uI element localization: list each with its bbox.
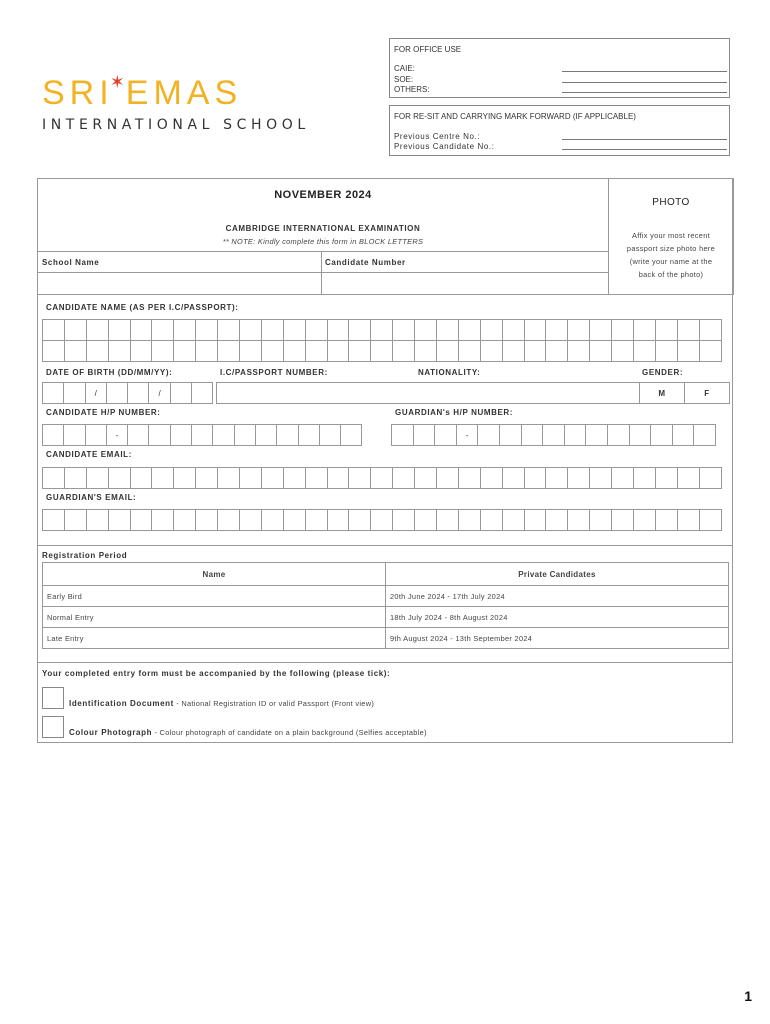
char-box[interactable]: [151, 340, 174, 362]
registration-row-period: 20th June 2024 - 17th July 2024: [385, 585, 729, 607]
char-box[interactable]: [502, 319, 525, 341]
char-box[interactable]: [348, 509, 371, 531]
attachments-title: Your completed entry form must be accompanied by the following (please tick):: [42, 669, 391, 678]
char-box[interactable]: [611, 509, 634, 531]
char-box[interactable]: [195, 340, 218, 362]
char-box[interactable]: [108, 467, 131, 489]
char-box[interactable]: [677, 509, 700, 531]
char-box[interactable]: [340, 424, 362, 446]
photo-instruction-3: (write your name at the: [629, 257, 713, 266]
char-box[interactable]: [42, 319, 65, 341]
char-box[interactable]: [173, 467, 196, 489]
char-box[interactable]: [672, 424, 695, 446]
char-box[interactable]: [63, 424, 85, 446]
char-box[interactable]: [567, 319, 590, 341]
candidate-number-label-cell: [321, 251, 609, 273]
char-box[interactable]: [239, 509, 262, 531]
guardian-email-grid[interactable]: [42, 509, 722, 531]
char-box[interactable]: [239, 467, 262, 489]
char-box[interactable]: [283, 340, 306, 362]
office-line-soe[interactable]: [562, 82, 727, 83]
gender-f-option[interactable]: [684, 382, 730, 404]
char-box[interactable]: [370, 509, 393, 531]
char-box[interactable]: [217, 340, 240, 362]
char-box[interactable]: [477, 424, 500, 446]
registration-header-row: [42, 563, 729, 586]
office-use-title: FOR OFFICE USE: [394, 45, 462, 54]
char-box[interactable]: [151, 509, 174, 531]
char-box[interactable]: -: [456, 424, 479, 446]
gender-m-option[interactable]: [639, 382, 685, 404]
resit-title: FOR RE-SIT AND CARRYING MARK FORWARD (IF APPLICABLE): [394, 112, 636, 121]
char-box[interactable]: [195, 509, 218, 531]
char-box[interactable]: [305, 509, 328, 531]
id-document-label: Identification Document: [69, 699, 174, 708]
school-name-label-cell: [37, 251, 322, 273]
char-box[interactable]: [650, 424, 673, 446]
gender-m-label: M: [658, 388, 666, 398]
dob-grid[interactable]: [42, 382, 213, 404]
char-box[interactable]: [234, 424, 256, 446]
photo-instruction-4: back of the photo): [638, 270, 704, 279]
session-title: NOVEMBER 2024: [274, 189, 372, 201]
section-divider: [38, 545, 732, 546]
char-box[interactable]: [545, 509, 568, 531]
registration-title: Registration Period: [42, 551, 128, 560]
char-box[interactable]: [434, 424, 457, 446]
char-box[interactable]: [127, 424, 149, 446]
registration-row: [42, 628, 729, 649]
char-box[interactable]: [261, 319, 284, 341]
char-box[interactable]: [42, 424, 64, 446]
char-box[interactable]: [499, 424, 522, 446]
char-box[interactable]: [86, 319, 109, 341]
char-box[interactable]: [524, 509, 547, 531]
char-box[interactable]: [567, 340, 590, 362]
block-letters-note: ** NOTE: Kindly complete this form in BLOCK LETTERS: [222, 237, 424, 246]
logo-subtitle: INTERNATIONAL SCHOOL: [42, 117, 310, 133]
char-box[interactable]: [261, 467, 284, 489]
char-box[interactable]: [611, 467, 634, 489]
school-logo: [42, 74, 242, 113]
id-document-item: [69, 693, 374, 711]
char-box[interactable]: [255, 424, 277, 446]
guardian-hp-grid[interactable]: [391, 424, 716, 446]
char-box[interactable]: [130, 467, 153, 489]
char-box[interactable]: [305, 340, 328, 362]
office-field-soe: SOE:: [394, 75, 414, 84]
resit-line-candidate[interactable]: [562, 149, 727, 150]
char-box[interactable]: [392, 319, 415, 341]
char-box[interactable]: -: [106, 424, 128, 446]
char-box[interactable]: [436, 340, 459, 362]
registration-row: [42, 586, 729, 607]
char-box[interactable]: [480, 319, 503, 341]
char-box[interactable]: [42, 340, 65, 362]
char-box[interactable]: [436, 467, 459, 489]
char-box[interactable]: [436, 509, 459, 531]
char-box[interactable]: [191, 382, 213, 404]
char-box[interactable]: [42, 467, 65, 489]
char-box[interactable]: [217, 319, 240, 341]
char-box[interactable]: [699, 467, 722, 489]
char-box[interactable]: [85, 424, 107, 446]
char-box[interactable]: [305, 467, 328, 489]
colour-photo-label: Colour Photograph: [69, 728, 153, 737]
char-box[interactable]: [348, 340, 371, 362]
char-box[interactable]: [127, 382, 149, 404]
char-box[interactable]: [699, 509, 722, 531]
char-box[interactable]: [42, 382, 64, 404]
char-box[interactable]: [414, 340, 437, 362]
candidate-number-label: Candidate Number: [325, 258, 406, 267]
char-box[interactable]: [212, 424, 234, 446]
char-box[interactable]: [611, 319, 634, 341]
char-box[interactable]: [589, 467, 612, 489]
char-box[interactable]: [436, 319, 459, 341]
office-line-caie[interactable]: [562, 71, 727, 72]
char-box[interactable]: [130, 340, 153, 362]
office-line-others[interactable]: [562, 92, 727, 93]
char-box[interactable]: [480, 340, 503, 362]
char-box[interactable]: [42, 509, 65, 531]
resit-field-centre: Previous Centre No.:: [394, 132, 481, 141]
char-box[interactable]: [261, 509, 284, 531]
char-box[interactable]: [521, 424, 544, 446]
char-box[interactable]: [64, 340, 87, 362]
char-box[interactable]: [699, 340, 722, 362]
char-box[interactable]: [173, 319, 196, 341]
char-box[interactable]: [170, 382, 192, 404]
char-box[interactable]: [86, 340, 109, 362]
char-box[interactable]: [564, 424, 587, 446]
candidate-name-label: CANDIDATE NAME (AS PER I.C/PASSPORT):: [46, 303, 239, 312]
char-box[interactable]: [524, 319, 547, 341]
char-box[interactable]: [327, 509, 350, 531]
entry-form: [37, 178, 733, 743]
office-use-box: [389, 38, 730, 98]
char-box[interactable]: [633, 340, 656, 362]
char-box[interactable]: [319, 424, 341, 446]
char-box[interactable]: [348, 319, 371, 341]
char-box[interactable]: [655, 509, 678, 531]
char-box[interactable]: [655, 467, 678, 489]
registration-row-period: 9th August 2024 - 13th September 2024: [385, 627, 729, 649]
char-box[interactable]: [63, 382, 85, 404]
char-box[interactable]: [502, 467, 525, 489]
char-box[interactable]: [348, 467, 371, 489]
char-box[interactable]: [413, 424, 436, 446]
guardian-email-label: GUARDIAN'S EMAIL:: [46, 493, 137, 502]
char-box[interactable]: [305, 319, 328, 341]
guardian-hp-label: GUARDIAN's H/P NUMBER:: [395, 408, 514, 417]
char-box[interactable]: [545, 340, 568, 362]
ic-label: I.C/PASSPORT NUMBER:: [220, 368, 328, 377]
registration-row-name: Normal Entry: [42, 606, 386, 628]
char-box[interactable]: [699, 319, 722, 341]
char-box[interactable]: [545, 467, 568, 489]
resit-box: [389, 105, 730, 156]
char-box[interactable]: [458, 340, 481, 362]
char-box[interactable]: [217, 467, 240, 489]
char-box[interactable]: [633, 509, 656, 531]
resit-line-centre[interactable]: [562, 139, 727, 140]
char-box[interactable]: [589, 509, 612, 531]
char-box[interactable]: [217, 509, 240, 531]
char-box[interactable]: [655, 340, 678, 362]
char-box[interactable]: [633, 467, 656, 489]
exam-title: CAMBRIDGE INTERNATIONAL EXAMINATION: [225, 224, 421, 233]
char-box[interactable]: [283, 467, 306, 489]
char-box[interactable]: [108, 509, 131, 531]
candidate-number-field[interactable]: [321, 272, 609, 295]
char-box[interactable]: [64, 467, 87, 489]
char-box[interactable]: [677, 340, 700, 362]
char-box[interactable]: [677, 467, 700, 489]
page-number: 1: [744, 988, 752, 1004]
char-box[interactable]: [108, 340, 131, 362]
char-box[interactable]: [633, 319, 656, 341]
registration-row-name: Late Entry: [42, 627, 386, 649]
char-box[interactable]: [392, 340, 415, 362]
char-box[interactable]: [108, 319, 131, 341]
char-box[interactable]: [276, 424, 298, 446]
char-box[interactable]: [677, 319, 700, 341]
char-box[interactable]: [542, 424, 565, 446]
char-box[interactable]: [173, 340, 196, 362]
char-box[interactable]: [106, 382, 128, 404]
char-box[interactable]: [370, 319, 393, 341]
char-box[interactable]: [693, 424, 716, 446]
char-box[interactable]: [86, 467, 109, 489]
char-box[interactable]: [195, 319, 218, 341]
char-box[interactable]: [414, 319, 437, 341]
colour-photo-item: [69, 722, 427, 740]
logo-text-right: EMAS: [125, 74, 243, 112]
gender-f-label: F: [704, 388, 710, 398]
school-name-label: School Name: [42, 258, 100, 267]
char-box[interactable]: [148, 424, 170, 446]
logo-text-left: SRI: [42, 74, 114, 112]
office-field-others: OTHERS:: [394, 85, 430, 94]
char-box[interactable]: [392, 509, 415, 531]
char-box[interactable]: [370, 467, 393, 489]
char-box[interactable]: [414, 467, 437, 489]
char-box[interactable]: [170, 424, 192, 446]
registration-row-period: 18th July 2024 - 8th August 2024: [385, 606, 729, 628]
star-icon: ✶: [109, 72, 130, 92]
char-box[interactable]: [370, 340, 393, 362]
candidate-email-label: CANDIDATE EMAIL:: [46, 450, 132, 459]
photo-box: [608, 178, 734, 295]
char-box[interactable]: [458, 467, 481, 489]
char-box[interactable]: /: [85, 382, 107, 404]
char-box[interactable]: [283, 509, 306, 531]
char-box[interactable]: [327, 467, 350, 489]
char-box[interactable]: [151, 467, 174, 489]
char-box[interactable]: [585, 424, 608, 446]
char-box[interactable]: [173, 509, 196, 531]
school-name-field[interactable]: [37, 272, 322, 295]
char-box[interactable]: [130, 509, 153, 531]
char-box[interactable]: [589, 319, 612, 341]
char-box[interactable]: [64, 319, 87, 341]
id-document-desc: - National Registration ID or valid Passport (Front view): [173, 699, 375, 708]
photo-instruction-2: passport size photo here: [626, 244, 716, 253]
char-box[interactable]: [151, 319, 174, 341]
char-box[interactable]: [414, 509, 437, 531]
photo-title: PHOTO: [652, 197, 690, 208]
candidate-hp-label: CANDIDATE H/P NUMBER:: [46, 408, 161, 417]
char-box[interactable]: [195, 467, 218, 489]
char-box[interactable]: [130, 319, 153, 341]
char-box[interactable]: [327, 319, 350, 341]
char-box[interactable]: [298, 424, 320, 446]
char-box[interactable]: [480, 467, 503, 489]
char-box[interactable]: [611, 340, 634, 362]
char-box[interactable]: [607, 424, 630, 446]
char-box[interactable]: [502, 340, 525, 362]
char-box[interactable]: [239, 319, 262, 341]
char-box[interactable]: [458, 509, 481, 531]
char-box[interactable]: [629, 424, 652, 446]
char-box[interactable]: [589, 340, 612, 362]
char-box[interactable]: [655, 319, 678, 341]
char-box[interactable]: [567, 467, 590, 489]
char-box[interactable]: [392, 467, 415, 489]
char-box[interactable]: [239, 340, 262, 362]
id-document-checkbox[interactable]: [42, 687, 64, 709]
char-box[interactable]: [261, 340, 284, 362]
candidate-hp-grid[interactable]: [42, 424, 362, 446]
registration-row: [42, 607, 729, 628]
candidate-name-grid-row-1[interactable]: [42, 319, 722, 341]
registration-header-period: Private Candidates: [385, 562, 729, 586]
char-box[interactable]: [64, 509, 87, 531]
resit-field-candidate: Previous Candidate No.:: [394, 142, 495, 151]
candidate-name-grid-row-2[interactable]: [42, 340, 722, 362]
gender-label: GENDER:: [642, 368, 684, 377]
office-field-caie: CAIE:: [394, 64, 415, 73]
section-divider: [38, 662, 732, 663]
char-box[interactable]: [391, 424, 414, 446]
dob-label: DATE OF BIRTH (DD/MM/YY):: [46, 368, 173, 377]
photo-instruction-1: Affix your most recent: [632, 231, 710, 240]
char-box[interactable]: [480, 509, 503, 531]
char-box[interactable]: [524, 467, 547, 489]
candidate-email-grid[interactable]: [42, 467, 722, 489]
ic-nationality-field[interactable]: [216, 382, 640, 404]
char-box[interactable]: [191, 424, 213, 446]
registration-header-name: Name: [42, 562, 386, 586]
char-box[interactable]: [327, 340, 350, 362]
char-box[interactable]: [458, 319, 481, 341]
photo-checkbox[interactable]: [42, 716, 64, 738]
nationality-label: NATIONALITY:: [418, 368, 481, 377]
char-box[interactable]: [567, 509, 590, 531]
char-box[interactable]: [545, 319, 568, 341]
colour-photo-desc: - Colour photograph of candidate on a plain background (Selfies acceptable): [152, 728, 427, 737]
char-box[interactable]: [283, 319, 306, 341]
char-box[interactable]: /: [148, 382, 170, 404]
registration-row-name: Early Bird: [42, 585, 386, 607]
char-box[interactable]: [502, 509, 525, 531]
char-box[interactable]: [86, 509, 109, 531]
char-box[interactable]: [524, 340, 547, 362]
